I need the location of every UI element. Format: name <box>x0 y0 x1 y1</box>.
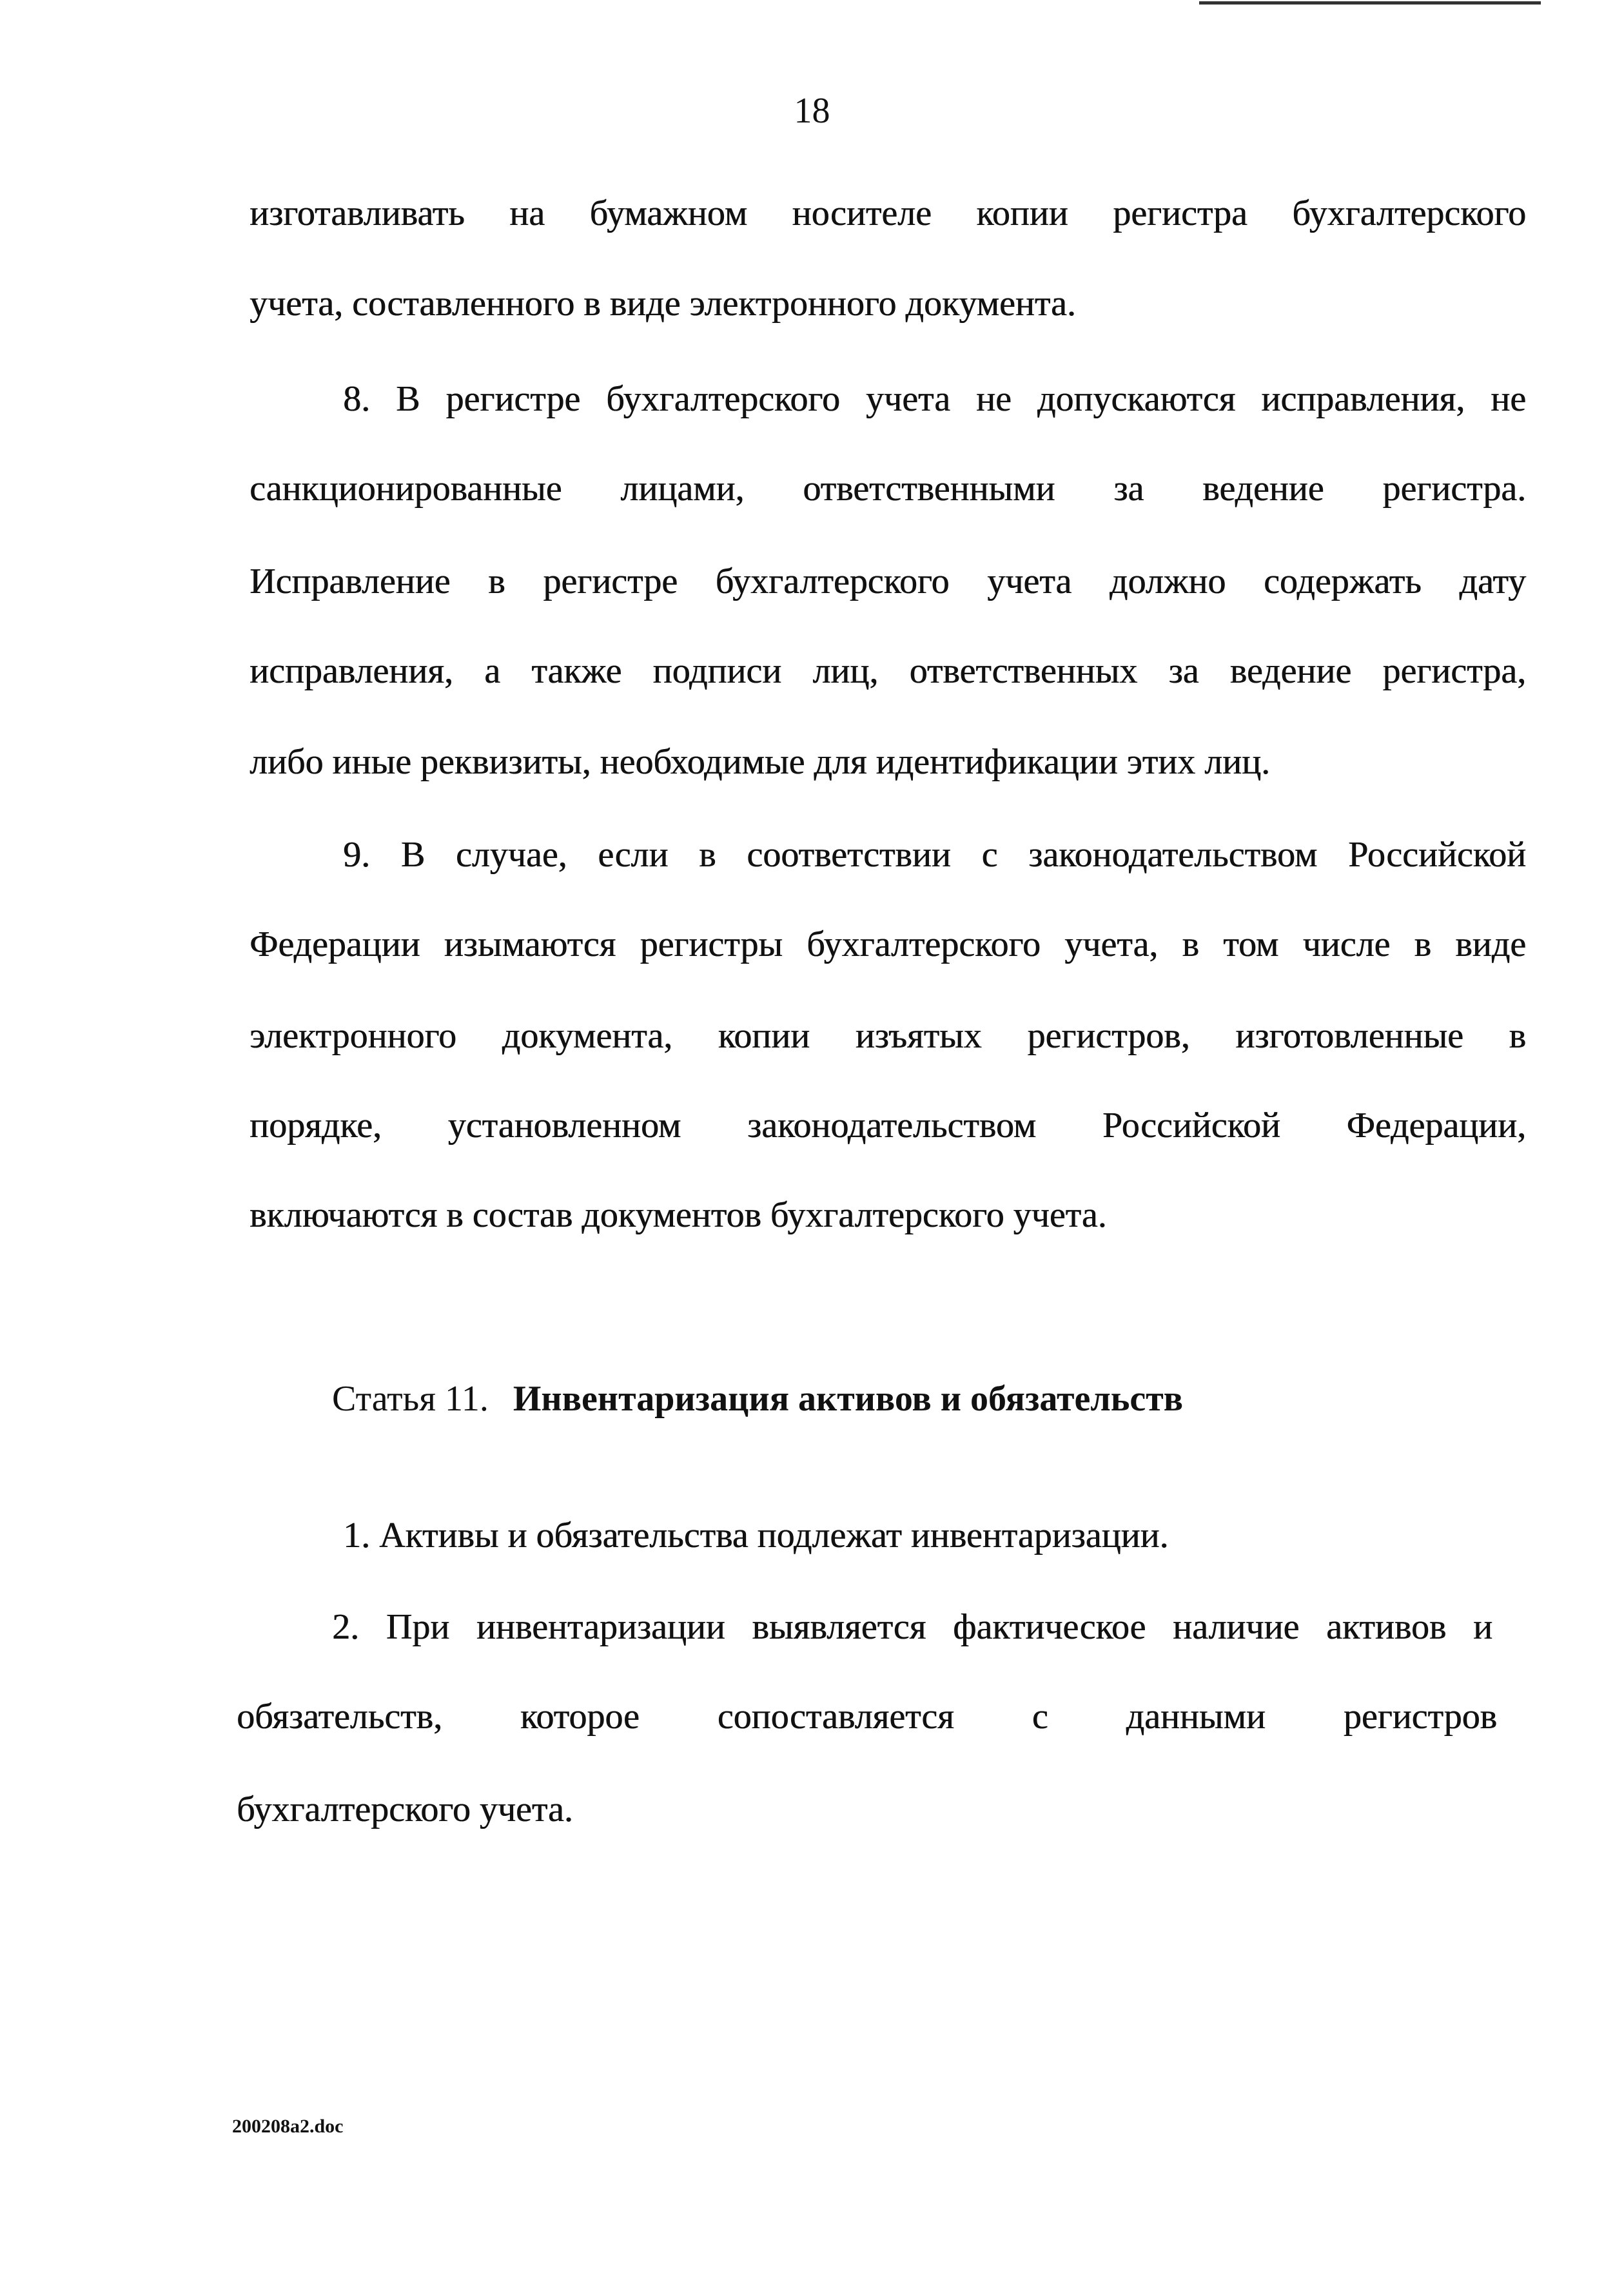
text-line: порядке, установленном законодательством Российской Федерации, <box>249 1106 1526 1145</box>
article-heading <box>332 1376 1183 1421</box>
text-line: 9. В случае, если в соответствии с законодательством Российской <box>343 835 1526 875</box>
text-line: Исправление в регистре бухгалтерского учета должно содержать дату <box>249 561 1526 601</box>
text-line: Федерации изымаются регистры бухгалтерского учета, в том числе в виде <box>249 924 1526 964</box>
text-line: бухгалтерского учета. <box>237 1789 573 1829</box>
text-line: 8. В регистре бухгалтерского учета не допускаются исправления, не <box>343 379 1526 419</box>
text-line: исправления, а также подписи лиц, ответственных за ведение регистра, <box>249 651 1526 691</box>
text-line: учета, составленного в виде электронного документа. <box>249 284 1076 324</box>
text-line: санкционированные лицами, ответственными за ведение регистра. <box>249 469 1526 509</box>
text-line: 1. Активы и обязательства подлежат инвентаризации. <box>343 1516 1169 1555</box>
top-edge-line <box>1199 1 1541 5</box>
text-line: изготавливать на бумажном носителе копии регистра бухгалтерского <box>249 193 1526 233</box>
text-line: либо иные реквизиты, необходимые для идентификации этих лиц. <box>249 742 1270 782</box>
text-line: 2. При инвентаризации выявляется фактическое наличие активов и <box>332 1607 1492 1647</box>
text-line: обязательств, которое сопоставляется с данными регистров <box>237 1697 1497 1737</box>
article-label: Статья 11. <box>332 1379 489 1419</box>
text-line: электронного документа, копии изъятых регистров, изготовленные в <box>249 1016 1526 1056</box>
article-title: Инвентаризация активов и обязательств <box>513 1379 1183 1419</box>
text-line: включаются в состав документов бухгалтерского учета. <box>249 1195 1107 1235</box>
footer-filename: 200208a2.doc <box>232 2116 344 2137</box>
page-number: 18 <box>794 91 830 131</box>
